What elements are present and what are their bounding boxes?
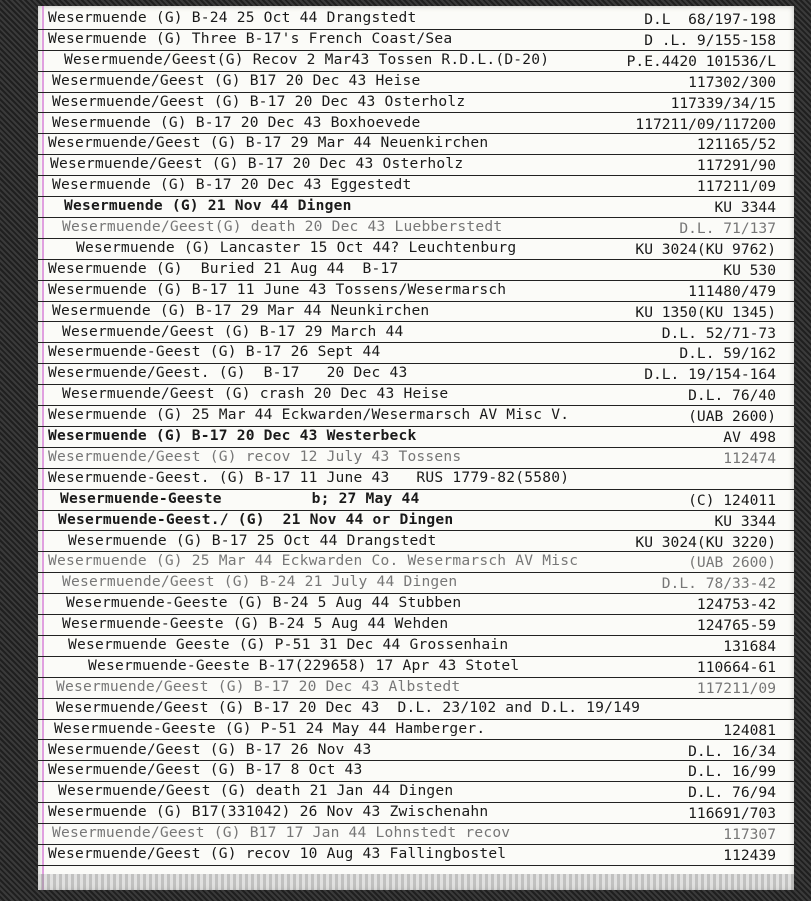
entry-reference: D.L. 78/33-42 (661, 575, 776, 593)
list-item (38, 489, 794, 511)
entry-reference: 112474 (723, 449, 776, 467)
entry-text: Wesermuende (G) B17(331042) 26 Nov 43 Zwischenahn (48, 803, 489, 821)
list-item (38, 656, 794, 678)
list-item (38, 384, 794, 406)
entry-reference: 117339/34/15 (670, 94, 776, 112)
list-item (38, 572, 794, 594)
entry-text: Wesermuende (G) B-24 25 Oct 44 Drangstedt (48, 9, 417, 26)
entry-text: Wesermuende/Geest (G) B-17 26 Nov 43 (48, 740, 372, 758)
entry-text: Wesermuende (G) B-17 20 Dec 43 Westerbeck (48, 427, 417, 444)
entry-text: Wesermuende Geeste (G) P-51 31 Dec 44 Grossenhain (68, 636, 509, 653)
entry-text: Wesermuende/Geest (G) B-17 20 Dec 43 D.L. 23/102 and D.L. 19/149 (56, 698, 641, 716)
entry-reference: 121165/52 (696, 136, 776, 154)
list-item (38, 29, 794, 51)
entry-reference: KU 3024(KU 3220) (635, 533, 776, 551)
entry-reference: 124753-42 (696, 596, 776, 614)
entry-text: Wesermuende-Geeste b; 27 May 44 (60, 489, 420, 507)
entry-reference: 124081 (723, 721, 776, 739)
entry-reference: D.L. 16/34 (688, 742, 776, 760)
entry-reference: D.L 68/197-198 (644, 11, 776, 28)
entry-reference: D.L. 71/137 (679, 220, 776, 237)
entry-text: Wesermuende (G) Buried 21 Aug 44 B-17 (48, 259, 399, 277)
entry-text: Wesermuende/Geest (G) crash 20 Dec 43 Heise (62, 385, 449, 403)
list-item (38, 760, 794, 782)
entry-text: Wesermuende (G) B-17 20 Dec 43 Boxhoevede (52, 113, 421, 131)
entry-text: Wesermuende/Geest. (G) B-17 20 Dec 43 (48, 364, 408, 382)
entry-text: Wesermuende (G) B-17 29 Mar 44 Neunkirchen (52, 301, 430, 319)
list-item (38, 698, 794, 720)
list-item (38, 510, 794, 532)
entry-reference: 124765-59 (696, 617, 776, 635)
list-item (38, 154, 794, 176)
entry-text: Wesermuende/Geest (G) B17 20 Dec 43 Heise (52, 71, 421, 89)
list-item (38, 802, 794, 824)
entry-reference: D.L. 76/40 (688, 387, 776, 405)
entry-reference: D .L. 9/155-158 (644, 31, 776, 49)
entry-text: Wesermuende/Geest (G) B-17 29 Mar 44 Neuenkirchen (48, 134, 489, 152)
entry-reference: (UAB 2600) (688, 408, 776, 426)
entry-reference: KU 3344 (714, 199, 776, 217)
entry-reference: 117211/09 (696, 679, 776, 697)
entry-text: Wesermuende/Geest (G) B17 17 Jan 44 Lohnstedt recov (52, 824, 511, 842)
list-item (38, 175, 794, 197)
entry-text: Wesermuende-Geeste B-17(229658) 17 Apr 43 Stotel (88, 656, 520, 674)
entry-text: Wesermuende/Geest (G) B-17 29 March 44 (62, 322, 404, 340)
list-item (38, 238, 794, 260)
entry-text: Wesermuende (G) Lancaster 15 Oct 44? Leuchtenburg (76, 238, 517, 256)
entry-reference: 111480/479 (688, 282, 776, 300)
list-item (38, 635, 794, 657)
entry-reference: 110664-61 (696, 658, 776, 676)
entry-text: Wesermuende/Geest (G) B-17 8 Oct 43 (48, 761, 363, 779)
entry-text: Wesermuende/Geest (G) B-17 20 Dec 43 Osterholz (52, 92, 466, 110)
entry-reference: (UAB 2600) (688, 554, 776, 572)
entry-text: Wesermuende/Geest(G) Recov 2 Mar43 Tossen R.D.L.(D-20) (64, 50, 550, 68)
list-item (38, 113, 794, 135)
list-item (38, 781, 794, 803)
list-item (38, 844, 794, 866)
entry-reference: 131684 (723, 638, 776, 655)
list-item (38, 531, 794, 553)
list-item (38, 426, 794, 448)
entry-reference: 112439 (723, 847, 776, 864)
list-item (38, 363, 794, 385)
list-item (38, 405, 794, 427)
entry-text: Wesermuende/Geest (G) death 21 Jan 44 Dingen (58, 782, 454, 800)
list-item (38, 301, 794, 323)
entry-reference: 117291/90 (696, 157, 776, 175)
list-item (38, 740, 794, 762)
entry-text: Wesermuende (G) 25 Mar 44 Eckwarden/Wesermarsch AV Misc V. (48, 406, 570, 424)
entry-reference: (C) 124011 (688, 491, 776, 509)
list-item (38, 133, 794, 155)
list-item (38, 50, 794, 72)
list-item (38, 92, 794, 114)
list-item (38, 468, 794, 490)
list-item (38, 719, 794, 741)
entry-text: Wesermuende (G) 25 Mar 44 Eckwarden Co. Wesermarsch AV Misc (48, 552, 579, 570)
list-item (38, 71, 794, 93)
list-item (38, 280, 794, 302)
entry-reference: 117302/300 (688, 73, 776, 91)
entry-text: Wesermuende (G) 21 Nov 44 Dingen (64, 197, 352, 215)
entry-reference: 117211/09/117200 (635, 115, 776, 133)
entry-text: Wesermuende/Geest (G) recov 10 Aug 43 Fallingbostel (48, 845, 507, 862)
entry-text: Wesermuende-Geeste (G) B-24 5 Aug 44 Stubben (66, 594, 462, 612)
entry-reference: KU 530 (723, 261, 776, 279)
card-bottom-edge (38, 874, 794, 890)
list-item (38, 593, 794, 615)
entry-text: Wesermuende-Geeste (G) B-24 5 Aug 44 Wehden (62, 615, 449, 633)
list-item (38, 217, 794, 239)
entry-reference: 116691/703 (688, 805, 776, 823)
entry-reference: D.L. 19/154-164 (644, 366, 776, 384)
list-item (38, 823, 794, 845)
entry-reference: KU 3024(KU 9762) (635, 240, 776, 258)
list-item (38, 259, 794, 281)
list-item (38, 342, 794, 364)
entry-text: Wesermuende/Geest (G) B-17 20 Dec 43 Albstedt (56, 677, 461, 695)
entry-text: Wesermuende/Geest (G) recov 12 July 43 Tossens (48, 447, 462, 465)
entry-text: Wesermuende/Geest(G) death 20 Dec 43 Luebberstedt (62, 218, 503, 235)
entry-reference: KU 1350(KU 1345) (635, 303, 776, 321)
entry-reference: 117211/09 (696, 178, 776, 196)
entry-text: Wesermuende (G) B-17 11 June 43 Tossens/Wesermarsch (48, 280, 507, 298)
entry-reference: 117307 (723, 826, 776, 844)
list-item (38, 196, 794, 218)
entry-text: Wesermuende/Geest (G) B-17 20 Dec 43 Osterholz (50, 155, 464, 173)
entry-reference: D.L. 76/94 (688, 784, 776, 802)
list-item (38, 447, 794, 469)
list-item (38, 8, 794, 30)
entry-reference: D.L. 59/162 (679, 345, 776, 363)
list-item (38, 614, 794, 636)
list-item (38, 551, 794, 573)
entry-text: Wesermuende (G) B-17 25 Oct 44 Drangstedt (68, 531, 437, 549)
entry-reference: KU 3344 (714, 512, 776, 530)
list-item (38, 677, 794, 699)
entry-reference: D.L. 52/71-73 (661, 324, 776, 342)
entry-text: Wesermuende-Geest./ (G) 21 Nov 44 or Dingen (58, 510, 454, 528)
entry-text: Wesermuende-Geeste (G) P-51 24 May 44 Hamberger. (54, 719, 486, 737)
entry-text: Wesermuende-Geest (G) B-17 26 Sept 44 (48, 343, 381, 361)
entry-text: Wesermuende/Geest (G) B-24 21 July 44 Dingen (62, 573, 458, 591)
entry-reference: D.L. 16/99 (688, 763, 776, 781)
index-card (38, 6, 794, 890)
entry-text: Wesermuende (G) Three B-17's French Coast/Sea (48, 29, 453, 47)
entry-text: Wesermuende (G) B-17 20 Dec 43 Eggestedt (52, 176, 412, 194)
entry-reference: P.E.4420 101536/L (626, 52, 776, 70)
entry-reference: AV 498 (723, 429, 776, 446)
entry-text: Wesermuende-Geest. (G) B-17 11 June 43 RUS 1779-82(5580) (48, 468, 570, 486)
list-item (38, 322, 794, 344)
